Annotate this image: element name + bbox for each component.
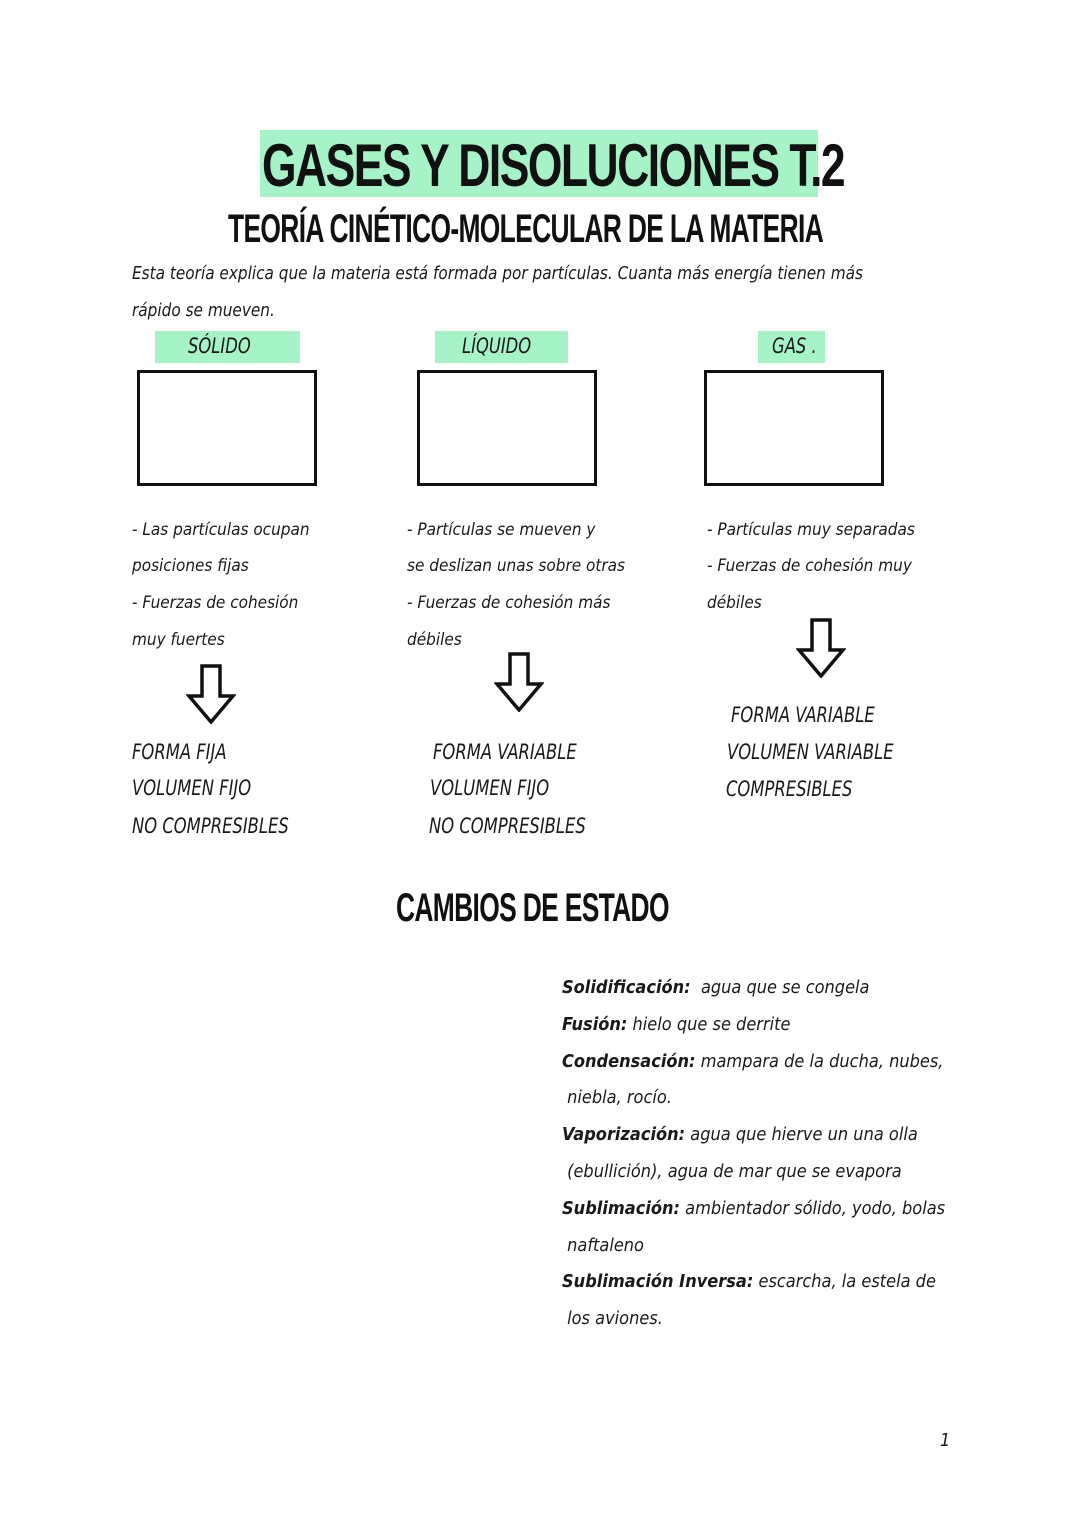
liquid-prop-2: VOLUMEN FIJO bbox=[430, 776, 550, 800]
solid-desc-3: - Fuerzas de cohesión bbox=[132, 593, 299, 613]
liquid-desc-4: débiles bbox=[407, 630, 462, 650]
state-label-gas: GAS . bbox=[772, 334, 817, 358]
state-change-line bbox=[562, 1087, 672, 1108]
liquid-desc-3: - Fuerzas de cohesión más bbox=[407, 593, 611, 613]
intro-line-2: rápido se mueven. bbox=[132, 300, 275, 321]
state-change-example: escarcha, la estela de bbox=[753, 1271, 936, 1293]
particle-box-gas bbox=[704, 370, 884, 486]
down-arrow-icon bbox=[494, 652, 544, 712]
solid-prop-1: FORMA FIJA bbox=[132, 740, 227, 764]
state-change-term: Solidificación: bbox=[562, 977, 691, 998]
gas-desc-1: - Partículas muy separadas bbox=[707, 520, 915, 540]
state-change-example: hielo que se derrite bbox=[627, 1013, 791, 1035]
state-change-line bbox=[562, 1198, 945, 1219]
state-change-line bbox=[562, 1235, 644, 1256]
state-change-line bbox=[562, 1051, 943, 1072]
intro-line-1: Esta teoría explica que la materia está formada por partículas. Cuanta más energía tienen más bbox=[132, 263, 863, 284]
gas-prop-2: VOLUMEN VARIABLE bbox=[727, 740, 894, 764]
state-label-liquid: LÍQUIDO bbox=[462, 334, 532, 358]
section-title-changes: CAMBIOS DE ESTADO bbox=[396, 886, 669, 930]
particle-box-liquid bbox=[417, 370, 597, 486]
state-change-example: niebla, rocío. bbox=[562, 1087, 672, 1109]
state-change-term: Sublimación Inversa: bbox=[562, 1271, 754, 1293]
gas-prop-3: COMPRESIBLES bbox=[726, 777, 853, 801]
state-change-example: (ebullición), agua de mar que se evapora bbox=[562, 1161, 902, 1182]
liquid-desc-1: - Partículas se mueven y bbox=[407, 520, 596, 540]
state-change-line bbox=[562, 1308, 663, 1329]
liquid-desc-2: se deslizan unas sobre otras bbox=[407, 556, 626, 576]
gas-desc-2: - Fuerzas de cohesión muy bbox=[707, 556, 912, 576]
solid-prop-3: NO COMPRESIBLES bbox=[132, 814, 289, 838]
page-number: 1 bbox=[940, 1430, 951, 1451]
state-change-example: agua que hierve un una olla bbox=[685, 1124, 918, 1146]
state-change-line bbox=[562, 1014, 790, 1035]
state-change-term: Sublimación: bbox=[562, 1197, 681, 1219]
state-change-term: Condensación: bbox=[562, 1050, 696, 1072]
solid-desc-2: posiciones fijas bbox=[132, 556, 249, 576]
state-change-line bbox=[562, 1124, 918, 1145]
state-change-example: ambientador sólido, yodo, bolas bbox=[680, 1197, 946, 1219]
state-change-term: Vaporización: bbox=[562, 1124, 686, 1146]
particle-box-solid bbox=[137, 370, 317, 486]
state-label-solid: SÓLIDO bbox=[188, 334, 251, 358]
solid-desc-4: muy fuertes bbox=[132, 630, 225, 650]
section-title-theory: TEORÍA CINÉTICO-MOLECULAR DE LA MATERIA bbox=[228, 207, 824, 251]
down-arrow-icon bbox=[796, 618, 846, 678]
state-change-term: Fusión: bbox=[562, 1013, 628, 1035]
solid-desc-1: - Las partículas ocupan bbox=[132, 520, 310, 540]
state-change-example: naftaleno bbox=[562, 1234, 644, 1256]
state-change-line bbox=[562, 1161, 902, 1182]
gas-desc-3: débiles bbox=[707, 593, 762, 613]
down-arrow-icon bbox=[186, 664, 236, 724]
state-change-line bbox=[562, 977, 869, 998]
state-change-line bbox=[562, 1271, 936, 1292]
solid-prop-2: VOLUMEN FIJO bbox=[132, 776, 252, 800]
liquid-prop-3: NO COMPRESIBLES bbox=[429, 814, 586, 838]
gas-prop-1: FORMA VARIABLE bbox=[731, 703, 875, 727]
page-title: GASES Y DISOLUCIONES T.2 bbox=[262, 132, 845, 199]
state-change-example: mampara de la ducha, nubes, bbox=[695, 1050, 944, 1072]
state-change-example: agua que se congela bbox=[690, 977, 870, 998]
liquid-prop-1: FORMA VARIABLE bbox=[433, 740, 577, 764]
state-change-example: los aviones. bbox=[562, 1308, 663, 1330]
